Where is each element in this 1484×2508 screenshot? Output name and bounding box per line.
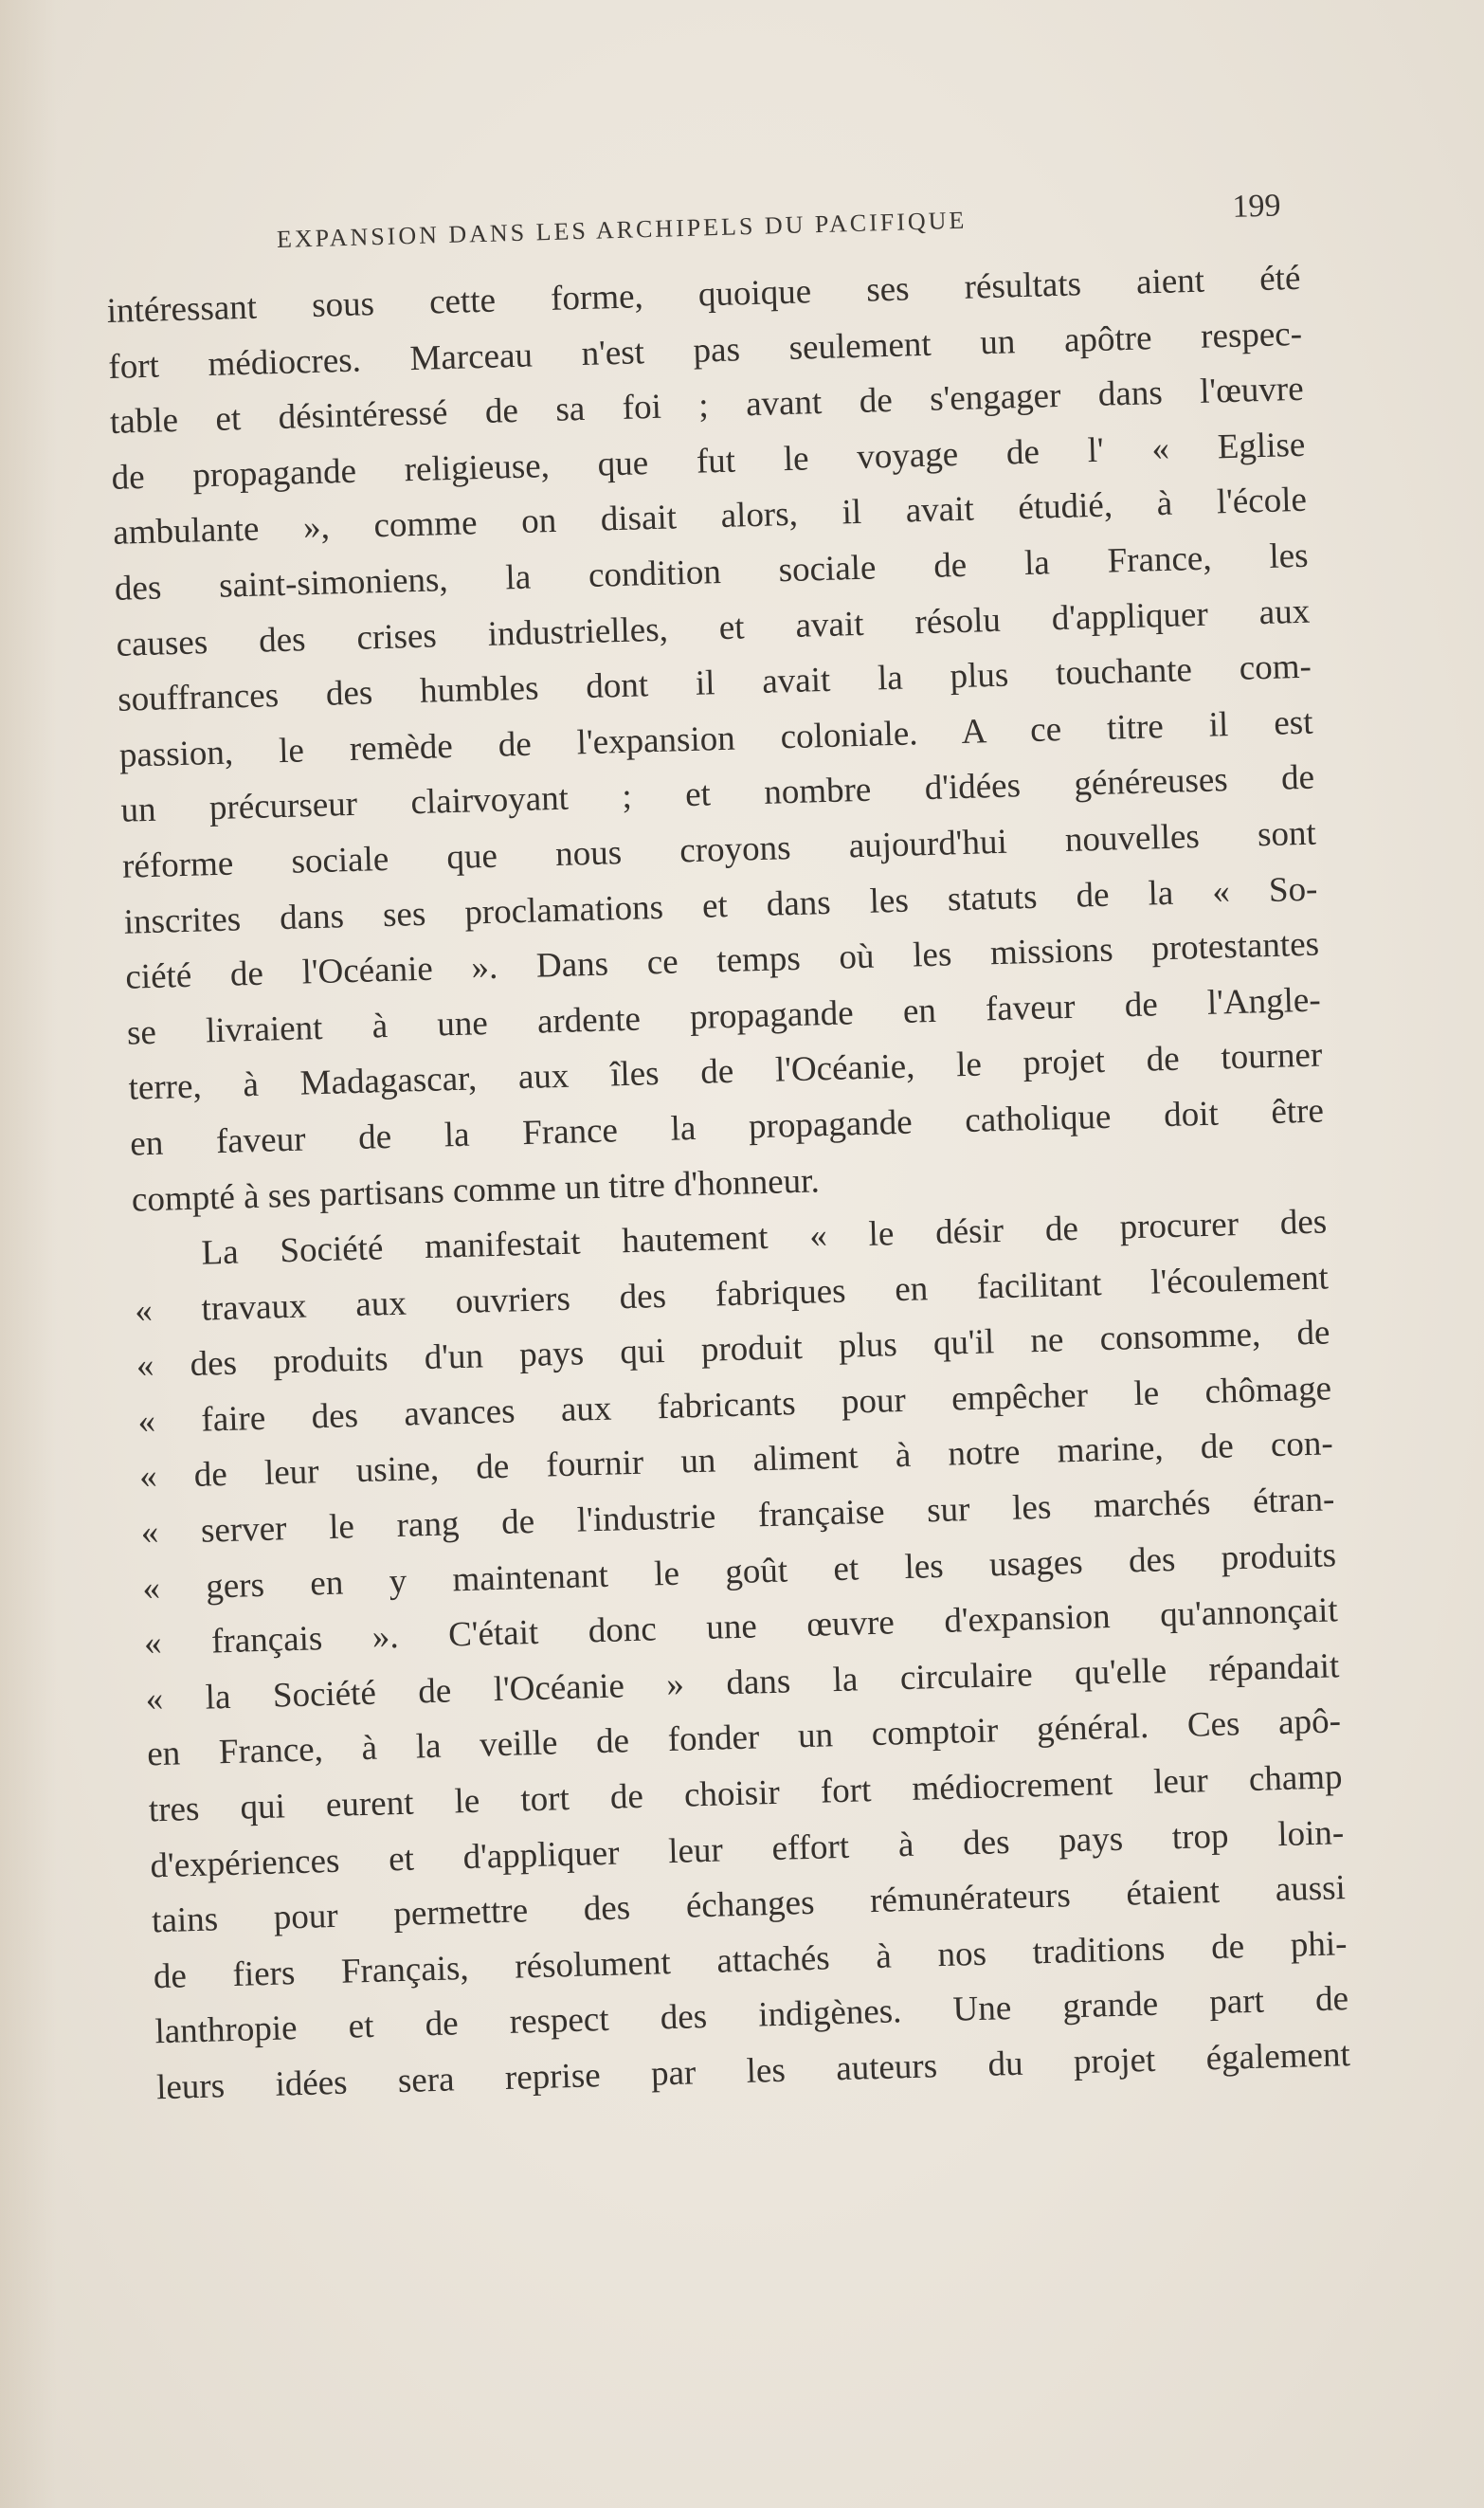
text-line: « la Société de l'Océanie » dans la circulaire qu'elle répandait bbox=[145, 1646, 1340, 1719]
text-line: tres qui eurent le tort de choisir fort médiocrement leur champ bbox=[148, 1757, 1344, 1830]
text-line: se livraient à une ardente propagande en faveur de l'Angle- bbox=[126, 980, 1322, 1053]
text-line: « de leur usine, de fournir un aliment à notre marine, de con- bbox=[138, 1424, 1334, 1497]
text-line: lanthropie et de respect des indigènes. Une grande part de bbox=[154, 1979, 1349, 2052]
text-line: de fiers Français, résolument attachés à nos traditions de phi- bbox=[153, 1923, 1348, 1997]
text-line: causes des crises industrielles, et avait résolu d'appliquer aux bbox=[116, 591, 1311, 664]
paragraph-2 bbox=[133, 1195, 1351, 2117]
body-text bbox=[106, 251, 1350, 2117]
text-line: « des produits d'un pays qui produit plus qu'il ne consomme, de bbox=[136, 1313, 1330, 1386]
text-line: ciété de l'Océanie ». Dans ce temps où les missions protestantes bbox=[124, 924, 1320, 997]
text-line: « français ». C'était donc une œuvre d'expansion qu'annonçait bbox=[143, 1590, 1339, 1663]
running-title: EXPANSION DANS LES ARCHIPELS DU PACIFIQUE bbox=[276, 206, 968, 253]
text-line: terre, à Madagascar, aux îles de l'Océanie, le projet de tourner bbox=[128, 1035, 1323, 1108]
text-line: ambulante », comme on disait alors, il avait étudié, à l'école bbox=[112, 481, 1308, 554]
page-number: 199 bbox=[1231, 188, 1281, 225]
text-line: intéressant sous cette forme, quoique ses résultats aient été bbox=[106, 258, 1301, 331]
text-line: « gers en y maintenant le goût et les usages des produits bbox=[141, 1535, 1337, 1608]
text-line: des saint-simoniens, la condition sociale de la France, les bbox=[114, 536, 1310, 609]
text-line: compté à ses partisans comme un titre d'honneur. bbox=[131, 1160, 821, 1220]
text-line: réforme sociale que nous croyons aujourd'hui nouvelles sont bbox=[121, 813, 1317, 886]
text-line: en France, à la veille de fonder un comptoir général. Ces apô- bbox=[146, 1701, 1342, 1774]
text-line: inscrites dans ses proclamations et dans les statuts de la « So- bbox=[123, 869, 1318, 942]
text-line: souffrances des humbles dont il avait la plus touchante com- bbox=[117, 646, 1312, 719]
text-line: « travaux aux ouvriers des fabriques en facilitant l'écoulement bbox=[134, 1258, 1330, 1331]
text-line: de propagande religieuse, que fut le voyage de l' « Eglise bbox=[111, 425, 1306, 498]
text-line: fort médiocres. Marceau n'est pas seulement un apôtre respec- bbox=[107, 314, 1303, 387]
text-line: La Société manifestait hautement « le désir de procurer des bbox=[201, 1202, 1328, 1273]
text-line: passion, le remède de l'expansion coloniale. A ce titre il est bbox=[118, 702, 1313, 775]
running-head bbox=[276, 188, 1281, 264]
text-line: un précurseur clairvoyant ; et nombre d'idées généreuses de bbox=[119, 757, 1315, 831]
text-line: « faire des avances aux fabricants pour empêcher le chômage bbox=[136, 1369, 1332, 1442]
text-line: tains pour permettre des échanges rémunérateurs étaient aussi bbox=[151, 1868, 1347, 1941]
paragraph-1 bbox=[106, 251, 1326, 1228]
text-line: leurs idées sera reprise par les auteurs du projet également bbox=[155, 2035, 1351, 2108]
text-line: en faveur de la France la propagande catholique doit être bbox=[129, 1091, 1325, 1164]
text-line: table et désintéressé de sa foi ; avant de s'engager dans l'œuvre bbox=[109, 369, 1305, 443]
text-line: « server le rang de l'industrie française sur les marchés étran- bbox=[140, 1480, 1335, 1553]
text-line: d'expériences et d'appliquer leur effort à des pays trop loin- bbox=[150, 1812, 1345, 1885]
